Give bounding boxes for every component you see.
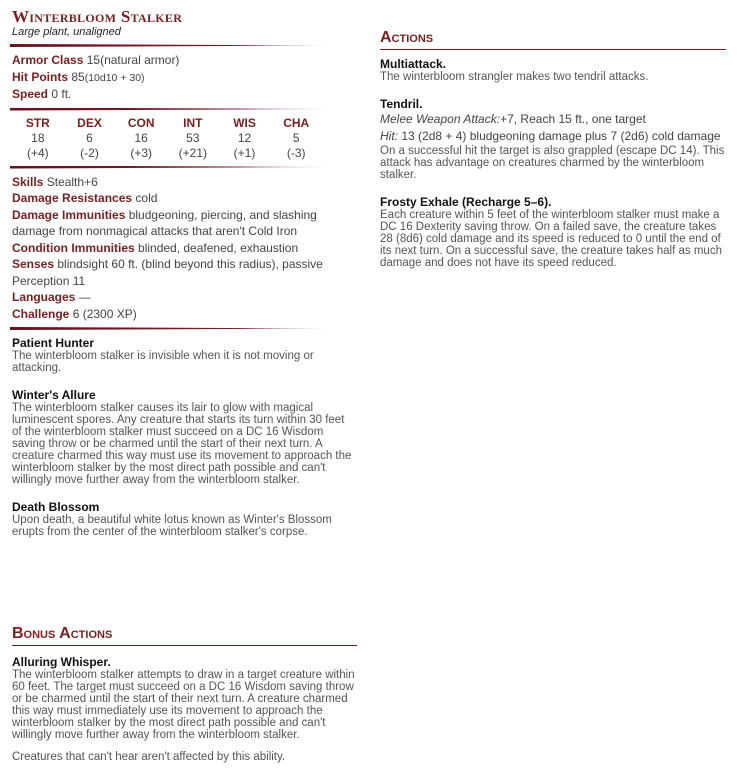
damage-immunities-value: bludgeoning, piercing, and slashing damage from nonmagical attacks that aren't Cold Iron [12, 207, 317, 238]
trait-text: The winterbloom stalker causes its lair to glow with magical luminescent spores. Any creature that starts its turn within 30 feet of the winterbloom stalker must succeed on a DC 16 Wisdom saving throw or be charmed until the start of their next turn. A creature charmed this way must use its movement to approach the winterbloom stalker by the most direct path possible and can't willingly move further away from the winterbloom stalker. [12, 402, 352, 486]
trait-death-blossom [12, 500, 357, 538]
divider [10, 108, 342, 111]
creature-type: Large plant, unaligned [12, 26, 121, 38]
trait-name: Death Blossom [12, 500, 100, 514]
trait-name: Patient Hunter [12, 336, 95, 350]
damage-resistances [12, 190, 357, 207]
hit-points-label: Hit Points [12, 69, 68, 84]
skills [12, 174, 357, 191]
actions-heading: Actions [380, 28, 726, 50]
ability-name: DEX [77, 115, 102, 130]
ability-score: 6 [86, 130, 93, 145]
attack-details: +7, Reach 15 ft., one target [500, 112, 646, 126]
bonus-action-text: The winterbloom stalker attempts to draw in a target creature within 60 feet. The target must succeed on a DC 16 Wisdom saving throw or be charmed until the start of their next turn. A creature charmed this way must immediately use its movement to approach the winterbloom stalker by the most direct path possible and can't willingly move further away from the winterbloom stalker. [12, 669, 355, 741]
hit-label: Hit: [380, 129, 398, 143]
hit-points-note: (10d10 + 30) [84, 71, 145, 84]
tendril-attack-line [380, 111, 726, 128]
condition-immunities [12, 240, 357, 257]
ability-mod: (-2) [80, 145, 99, 160]
ability-mod: (+21) [178, 145, 208, 160]
action-name: Multiattack. [380, 57, 447, 71]
divider [10, 44, 342, 47]
ability-name: CHA [283, 115, 310, 130]
attack-type: Melee Weapon Attack: [380, 112, 501, 126]
action-text: Each creature within 5 feet of the winterbloom stalker must make a DC 16 Dexterity saving throw. On a failed save, the creature takes 28 (8d6) cold damage and its speed is reduced to 0 until the end of its next turn. On a successful save, the creature takes half as much damage and does not have its speed reduced. [380, 209, 722, 269]
creature-name: Winterbloom Stalker [12, 7, 183, 26]
tendril-hit-line [380, 128, 726, 145]
languages-value: — [78, 290, 91, 304]
divider [10, 166, 342, 169]
trait-name: Winter's Allure [12, 388, 96, 402]
ability-name: CON [127, 115, 155, 130]
armor-class-value: 15 [86, 53, 101, 67]
ability-score: 12 [237, 130, 252, 145]
condition-immunities-label: Condition Immunities [12, 240, 135, 255]
damage-resistances-value: cold [135, 191, 158, 205]
damage-resistances-label: Damage Resistances [12, 191, 133, 205]
ability-scores [12, 116, 322, 161]
ability-name: INT [183, 115, 203, 130]
hit-points-value: 85 [71, 69, 85, 84]
armor-class-label: Armor Class [12, 53, 84, 67]
languages-label: Languages [12, 290, 76, 304]
bonus-action-extra: Creatures that can't hear aren't affected by this ability. [12, 751, 286, 763]
action-text: The winterbloom strangler makes two tendril attacks. [380, 71, 649, 83]
skills-value: Stealth+6 [46, 174, 98, 189]
action-name: Tendril. [380, 97, 423, 111]
bonus-alluring-whisper [12, 655, 357, 763]
damage-immunities-label: Damage Immunities [12, 207, 126, 222]
condition-immunities-value: blinded, deafened, exhaustion [138, 240, 299, 255]
speed-label: Speed [12, 87, 49, 101]
senses [12, 256, 357, 289]
senses-value: blindsight 60 ft. (blind beyond this radius), passive Perception 11 [12, 257, 323, 288]
hit-text: 13 (2d8 + 4) bludgeoning damage plus 7 (2d6) cold damage [401, 129, 721, 143]
ability-cha [270, 116, 322, 161]
challenge-label: Challenge [12, 306, 70, 321]
ability-score: 53 [186, 130, 200, 145]
left-column [12, 6, 357, 538]
ability-score: 5 [292, 130, 300, 145]
ability-wis [219, 116, 271, 161]
divider [10, 327, 342, 330]
speed [12, 86, 357, 103]
ability-name: WIS [233, 115, 256, 130]
trait-text: Upon death, a beautiful white lotus known as Winter's Blossom erupts from the center of the winterbloom stalker's corpse. [12, 514, 332, 538]
trait-text: The winterbloom stalker is invisible when it is not moving or attacking. [12, 350, 314, 374]
ability-mod: (+1) [233, 145, 256, 160]
bonus-action-name: Alluring Whisper. [12, 655, 111, 669]
trait-patient-hunter [12, 336, 357, 374]
bonus-actions-section [12, 624, 357, 763]
challenge-value: 6 (2300 XP) [72, 306, 137, 321]
ability-mod: (+3) [130, 145, 153, 160]
ability-str [12, 116, 64, 161]
tendril-extra: On a successful hit the target is also grappled (escape DC 14). This attack has advantage on creatures charmed by the winterbloom stalker. [380, 145, 725, 181]
ability-con [115, 116, 167, 161]
ability-dex [64, 116, 116, 161]
challenge [12, 306, 357, 323]
ability-score: 18 [31, 130, 45, 145]
ability-mod: (-3) [286, 145, 306, 160]
damage-immunities [12, 207, 357, 240]
trait-winters-allure [12, 388, 357, 486]
ability-name: STR [25, 115, 50, 130]
ability-score: 16 [134, 130, 148, 145]
bonus-actions-heading: Bonus Actions [12, 624, 357, 646]
ability-int [167, 116, 219, 161]
right-column [380, 28, 726, 269]
ability-mod: (+4) [26, 145, 49, 160]
senses-label: Senses [12, 257, 55, 271]
action-name: Frosty Exhale (Recharge 5–6). [380, 195, 552, 209]
hit-points [12, 69, 357, 87]
action-multiattack [380, 57, 726, 83]
armor-class [12, 52, 357, 69]
action-frosty-exhale [380, 195, 726, 269]
armor-class-note: (natural armor) [100, 53, 180, 67]
languages [12, 289, 357, 306]
action-tendril [380, 97, 726, 181]
skills-label: Skills [12, 174, 44, 189]
speed-value: 0 ft. [51, 87, 72, 101]
